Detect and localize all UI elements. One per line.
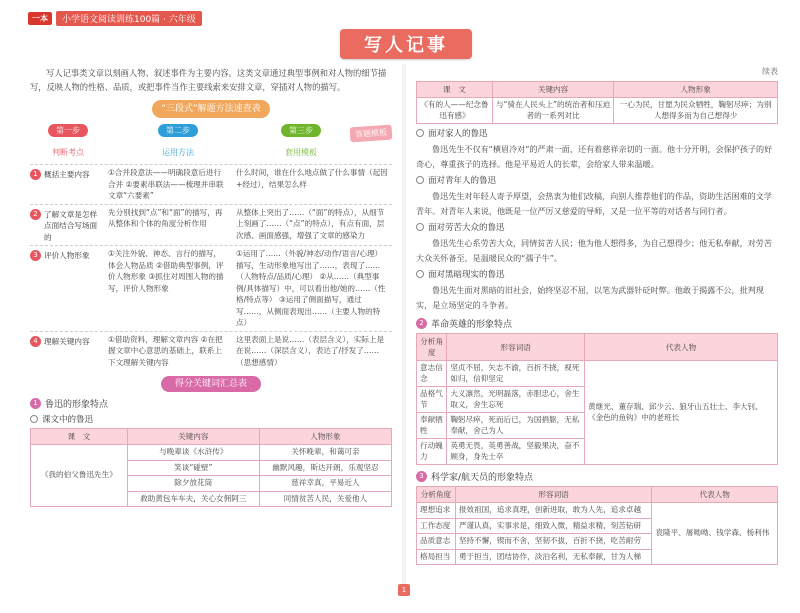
section-heading-1 [30,397,392,410]
method-table-title: “三段式”解题方法速查表 [152,100,270,118]
row-template: ①运用了……（外貌/神态/动作/语言/心理）描写，生动形象地写出了……，表现了……（人物特点/品质/心理） ②从……（典型事例/具体描写）中，可以看出他/她的……（性格/特点等） ③运用了侧面描写，通过写……，从侧面表现出……（主要人物的特点） [236,249,386,327]
paragraph: 鲁迅先生对年轻人寄予厚望，会热衷为他们改稿，向别人推荐他们的作品，资助生活困难的文学青年。对青年人来说，他既是一位严厉又慈爱的导师，又是一位平等的对话者与同行者。 [416,191,772,216]
section-number-icon: 2 [416,318,427,329]
cell-image: 慈祥幸真，平易近人 [259,476,391,492]
section-heading-2 [416,317,778,330]
cell-content: 与“骑在人民头上”的统治者和压迫者的一系列对比 [492,98,613,124]
col-header: 课 文 [31,429,128,445]
cell-content: 笑谈“碰壁” [127,460,259,476]
section-number-icon: 1 [30,398,41,409]
row-number: 2 [30,209,41,220]
page-number: 1 [398,584,410,596]
luxun-table [30,428,392,507]
row-point: 了解文章是怎样点面结合写场面的 [44,209,98,242]
intro-paragraph: 写人记事类文章以刻画人物、叙述事件为主要内容。这类文章通过典型事例和对人物的细节描写，反映人物的性格、品质，或把事件当作主要线索来安排文章，穿插对人物的描写。 [30,68,387,92]
cell-angle: 品质意志 [417,534,456,550]
cell-angle: 行动魄力 [417,439,447,465]
section-heading-text: 鲁迅的形象特点 [45,400,109,410]
scientist-table [416,486,778,565]
col-header: 代表人物 [652,487,778,503]
section-heading-3 [416,470,778,483]
table-row [417,361,778,387]
col-header: 分析角度 [417,487,456,503]
method-row [30,164,392,204]
table-row [417,98,778,124]
cell-words: 英勇无畏，英勇善战，坚毅果决，奋不顾身，身先士卒 [447,439,585,465]
table-row [31,445,392,461]
subheading-text: 面对劳苦大众的鲁迅 [428,223,505,233]
series-title: 小学语文阅读训练100篇 · 六年级 [56,11,202,26]
method-row [30,204,392,246]
row-template: 从整体上突出了……（“面”的特点），从细节上刻画了……（“点”的特点），有点有面，层次感、画面感强，增强了文章的感染力 [236,207,385,240]
row-method: ①借助资料，理解文章内容 ②在把握文章中心意思的基础上，联系上下文理解关键内容 [108,334,223,367]
cell-angle: 理想追求 [417,503,456,519]
step-1-label: 判断考点 [52,148,84,157]
table-row [417,503,778,519]
subheading [416,127,778,139]
row-method: ①合并段意法——明确段意后进行合并 ②要素串联法——梳理并串联文章“六要素” [108,168,224,200]
cell-words: 勇于担当，团结协作，淡泊名利，无私奉献，甘为人梯 [455,549,652,565]
method-row [30,245,392,331]
section-heading-text: 科学家/航天员的形象特点 [431,473,534,483]
paragraph: 鲁迅先生心系劳苦大众，同情贫苦人民；他为他人想得多，为自己想得少；他无私奉献，对劳苦大众关怀备至，是温暖民众的“孺子牛”。 [416,238,772,263]
paragraph: 鲁迅先生不仅有“横眉冷对”的严肃一面，还有着慈祥亲切的一面。他十分开明，会保护孩子的好奇心，尊重孩子的选择。他是平易近人的长辈，会给家人带来温暖。 [416,144,773,169]
cell-angle: 格局担当 [417,549,456,565]
book-spread [4,4,796,604]
col-header: 代表人物 [585,334,778,361]
row-method: ①关注外貌、神态、言行的描写，体会人物品质 ②借助典型事例，评价人物形象 ③抓住对周围人物的描写，评价人物形象 [108,249,224,293]
cell-content: 救助黄包车车夫，关心女佣阿三 [127,491,259,507]
cell-image: 幽默风趣，斯达开朗，乐观坚忍 [259,460,391,476]
cell-text: 《我的伯父鲁迅先生》 [31,445,128,507]
col-header: 关键内容 [492,82,613,98]
continued-table [416,81,778,124]
section-heading-text: 革命英雄的形象特点 [431,320,513,330]
subheading [416,174,778,186]
bullet-icon [416,270,424,278]
chapter-banner: 写人记事 [340,29,472,59]
subheading-text: 课文中的鲁迅 [42,415,94,425]
bullet-icon [416,129,424,137]
cell-text: 《有的人——纪念鲁迅有感》 [417,98,493,124]
step-3 [266,124,336,158]
paragraph: 鲁迅先生面对黑暗的旧社会，始终坚忍不屈，以笔为武器针砭时弊。他敢于揭露不公，批判现实，是立场坚定的斗争者。 [416,285,764,310]
cell-angle: 意志信念 [417,361,447,387]
method-row [30,331,392,371]
cell-image: 一心为民，甘愿为民众牺牲，鞠躬尽瘁；为别人想得多而为自己想得少 [614,98,778,124]
publisher-logo: 一本 [28,12,52,25]
cell-people: 袁隆平、屠呦呦、钱学森、杨利伟 [652,503,778,565]
cell-words: 鞠躬尽瘁，死而后已，为国捐躯，无私奉献，舍己为人 [447,413,585,439]
row-template: 什么时间，谁在什么地点做了什么事情（起因+经过），结果怎么样 [236,168,388,189]
cell-image: 同情贫苦人民，关爱他人 [259,491,391,507]
cell-image: 关怀晚辈，和蔼可亲 [259,445,391,461]
col-header: 关键内容 [127,429,259,445]
row-number: 4 [30,336,41,347]
cell-words: 坚持不懈，锲而不舍，坚韧不拔，百折不挠，吃苦耐劳 [455,534,652,550]
cell-content: 与晚辈谈《水浒传》 [127,445,259,461]
row-template: 这里表面上是说……（表层含义），实际上是在说……（深层含义），表达了/抒发了……（思想感情） [236,334,385,367]
row-method: 先分别找到“点”和“面”的描写，再从整体和个体的角度分析作用 [108,207,223,228]
cell-words: 严谨认真，实事求是，细致入微，精益求精，刻苦钻研 [455,518,652,534]
cell-angle: 奉献牺牲 [417,413,447,439]
row-point: 理解关键内容 [44,336,90,346]
row-number: 3 [30,250,41,261]
series-header [28,10,202,26]
continued-label: 续表 [762,67,778,76]
bullet-icon [30,415,38,423]
hero-table [416,333,778,465]
step-3-label: 套用模板 [285,148,317,157]
step-1-badge: 第一步 [48,124,88,137]
subheading [416,268,778,280]
subheading-text: 面对黑暗现实的鲁迅 [428,270,505,280]
step-2-badge: 第二步 [158,124,198,137]
cell-people: 黄继光、董存瑞、邱少云、狼牙山五壮士、李大钊、《金色的鱼钩》中的老班长 [585,361,778,465]
book-gutter [402,64,406,594]
step-3-badge: 第三步 [281,124,321,137]
col-header: 形容词语 [455,487,652,503]
step-header [30,124,392,164]
row-point: 评价人物形象 [44,251,90,260]
col-header: 形容词语 [447,334,585,361]
cell-words: 坚贞不屈，矢志不渝，百折不挠，视死如归，信仰坚定 [447,361,585,387]
step-1 [38,124,98,158]
col-header: 分析角度 [417,334,447,361]
col-header: 人物形象 [259,429,391,445]
keywords-section [30,376,392,507]
col-header: 人物形象 [614,82,778,98]
keywords-title: 得分关键词汇总表 [161,376,261,392]
step-2-label: 运用方法 [162,148,194,157]
row-point: 概括主要内容 [44,170,90,179]
subheading-text: 面对青年人的鲁迅 [428,176,497,186]
left-page [30,66,392,507]
cell-words: 大义凛然，光明磊落，赤胆忠心，舍生取义，舍生忘死 [447,387,585,413]
template-tag: 答题模板 [350,125,393,143]
subheading [416,221,778,233]
section-number-icon: 3 [416,471,427,482]
cell-angle: 工作态度 [417,518,456,534]
cell-words: 报效祖国，追求真理，创新进取，敢为人先，追求卓越 [455,503,652,519]
step-2 [138,124,218,158]
row-number: 1 [30,169,41,180]
bullet-icon [416,176,424,184]
subheading [30,413,392,425]
cell-content: 除夕放花筒 [127,476,259,492]
cell-angle: 品格气节 [417,387,447,413]
right-page [416,66,778,565]
col-header: 课 文 [417,82,493,98]
subheading-text: 面对家人的鲁迅 [428,129,488,139]
bullet-icon [416,223,424,231]
